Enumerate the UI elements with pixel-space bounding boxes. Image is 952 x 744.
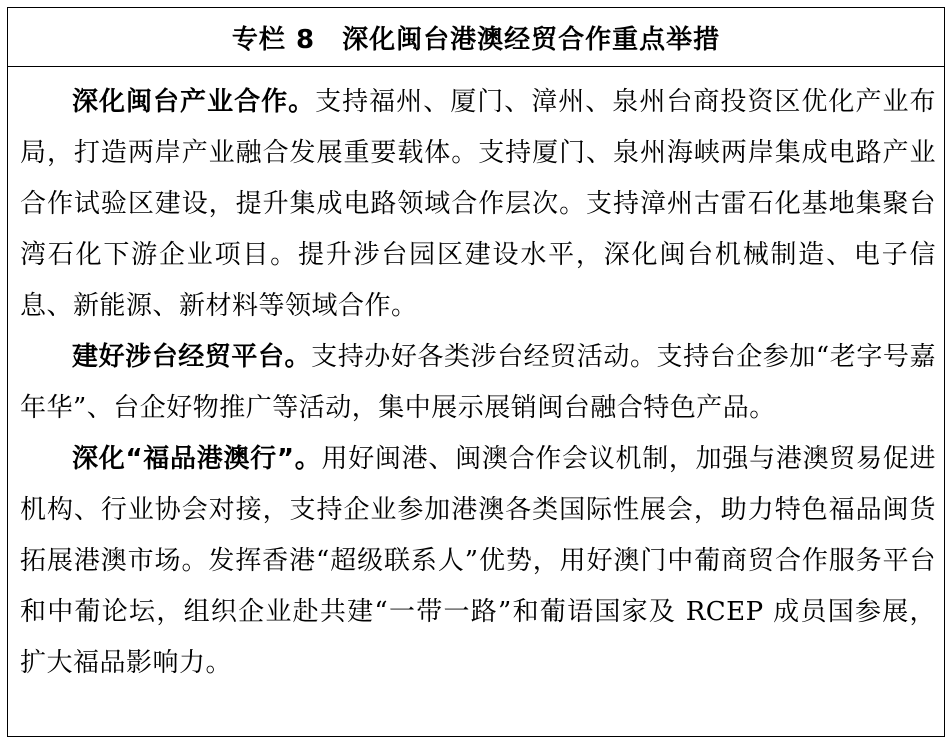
paragraph-lead: 深化“福品港澳行”。 [72, 444, 322, 474]
paragraph-text: 用好闽港、闽澳合作会议机制，加强与港澳贸易促进机构、行业协会对接，支持企业参加港澳各类国际性展会，助力特色福品闽货拓展港澳市场。发挥香港“超级联系人”优势，用好澳门中葡商贸合作服务平台和中葡论坛，组织企业赴共建“一带一路”和葡语国家及 RCEP 成员国参展，扩大福品影响力。 [20, 444, 936, 678]
column-box [7, 7, 945, 737]
column-header [8, 8, 944, 67]
paragraph-lead: 建好涉台经贸平台。 [72, 342, 312, 372]
paragraph-industry-cooperation [20, 77, 936, 332]
paragraph-hk-macao [20, 434, 936, 689]
column-body [8, 67, 944, 689]
paragraph-trade-platform [20, 332, 936, 434]
paragraph-text: 支持办好各类涉台经贸活动。支持台企参加“老字号嘉年华”、台企好物推广等活动，集中展示展销闽台融合特色产品。 [20, 342, 936, 423]
paragraph-text: 支持福州、厦门、漳州、泉州台商投资区优化产业布局，打造两岸产业融合发展重要载体。支持厦门、泉州海峡两岸集成电路产业合作试验区建设，提升集成电路领域合作层次。支持漳州古雷石化基地集聚台湾石化下游企业项目。提升涉台园区建设水平，深化闽台机械制造、电子信息、新能源、新材料等领域合作。 [20, 87, 936, 321]
column-title: 专栏 8 深化闽台港澳经贸合作重点举措 [231, 24, 721, 55]
paragraph-lead: 深化闽台产业合作。 [72, 87, 316, 117]
